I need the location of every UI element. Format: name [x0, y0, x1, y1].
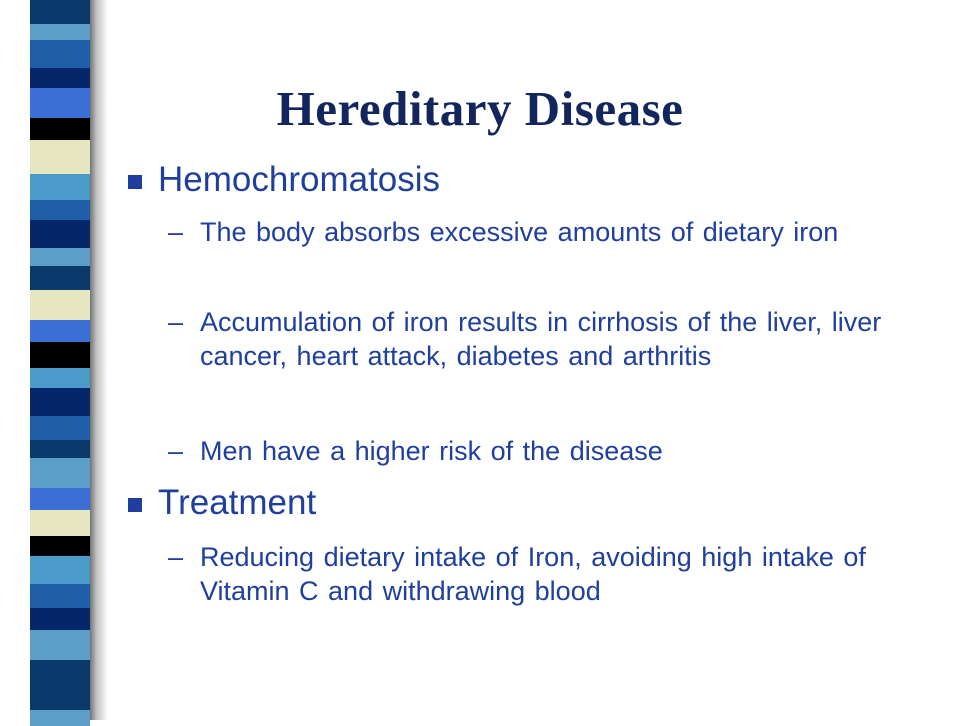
sub-bullet-text: Accumulation of iron results in cirrhosis of the liver, liver cancer, heart attack, diabetes and arthritis [200, 307, 882, 371]
dash-marker: – [168, 436, 184, 466]
stripe-segment [30, 440, 90, 458]
stripe-segment [30, 584, 90, 608]
sub-bullet [168, 434, 888, 468]
stripe-segment [30, 536, 90, 556]
stripe-segment [30, 488, 90, 510]
stripe-segment [30, 416, 90, 440]
sub-bullet [168, 540, 888, 608]
stripe-segment [30, 40, 90, 68]
stripe-segment [30, 608, 90, 630]
stripe-segment [30, 290, 90, 320]
stripe-segment [30, 368, 90, 388]
square-bullet-icon [128, 498, 142, 512]
stripe-segment [30, 510, 90, 536]
square-bullet-icon [128, 175, 142, 189]
stripe-segment [30, 458, 90, 488]
bullet-heading: Treatment [158, 483, 317, 522]
sub-bullet [168, 215, 888, 249]
stripe-segment [30, 710, 90, 726]
stripe-segment [30, 174, 90, 200]
stripe-segment [30, 266, 90, 290]
stripe-segment [30, 556, 90, 584]
dash-marker: – [168, 217, 184, 247]
sub-bullet-text: Men have a higher risk of the disease [200, 436, 663, 466]
stripe-segment [30, 630, 90, 660]
bullet-heading: Hemochromatosis [158, 160, 441, 199]
stripe-segment [30, 140, 90, 174]
stripe-segment [30, 220, 90, 248]
dash-marker: – [168, 307, 184, 337]
sub-bullet-text: The body absorbs excessive amounts of dietary iron [200, 217, 839, 247]
sub-bullet [168, 305, 888, 373]
stripe-segment [30, 388, 90, 416]
slide-title: Hereditary Disease [276, 81, 684, 136]
stripe-segment [30, 200, 90, 220]
stripe-segment [30, 342, 90, 368]
sub-bullet-text: Reducing dietary intake of Iron, avoiding high intake of Vitamin C and withdrawing blood [200, 542, 866, 606]
stripe-segment [30, 248, 90, 266]
dash-marker: – [168, 542, 184, 572]
stripe-segment [30, 24, 90, 40]
stripe-segment [30, 660, 90, 686]
stripe-segment [30, 686, 90, 710]
stripe-segment [30, 0, 90, 24]
stripe-segment [30, 320, 90, 342]
